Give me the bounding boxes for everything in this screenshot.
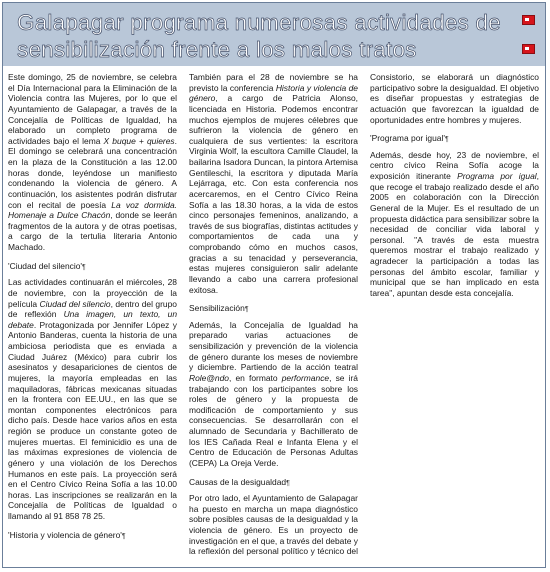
italic-title: La voz dormida. Homenaje a Dulce Chacón — [8, 199, 177, 221]
article-body — [8, 72, 539, 560]
italic-title: Programa por igual — [457, 171, 537, 181]
paragraph-text: Además, la Concejalía de Igualdad ha preparado varias actuaciones de sensibilización y prevención de la violencia de género durante los meses de noviembre y diciembre. Partiendo de la acción teatral — [189, 319, 358, 373]
italic-title: X buque + quieres — [103, 135, 175, 146]
red-marker-icon — [522, 15, 535, 25]
section-subheading: Causas de la desigualdad ¶ — [189, 477, 358, 490]
paragraph-text: , que recoge el trabajo realizado desde el año 2005 en colaboración con la Dirección General de la Mujer. Es el resultado de un propuesta didáctica para sensibilizar sobre la necesidad de conciliar vida laboral y personal. "A través de esta muestra queremos mostrar el trabajo realizado y agradecer la participación a todas las personas del ámbito escolar, familiar y municipal que se han implicado en esta tarea", apuntan desde esta concejalía. — [370, 171, 539, 298]
paragraph-text: Por otro lado, el Ayuntamiento de Galapagar ha puesto en marcha un mapa diagnóstico sobre posibles causas de la desigualdad y la violencia de género. Es un proyecto de investigación en el que, a través del debate y la reflexión del personal político y técnico del Consistorio, se elaborará un diagnóstico participativo sobre la desigualdad. El objetivo es diseñar propuestas y estrategias de actuación que favorezcan la igualdad de oportunidades entre hombres y mujeres. — [189, 72, 539, 557]
section-subheading: 'Historia y violencia de género' ¶ — [8, 530, 177, 543]
paragraph-text: . El domingo se celebrará una concentración en la plaza de la Constitución a las 12.00 horas donde, leyéndose un manifiesto condenando la violencia de género. A continuación, los asistentes podrán disfrutar con el recital de poesía — [8, 135, 177, 210]
paragraph-text: , en formato — [229, 372, 282, 383]
article-paragraph — [370, 150, 539, 299]
section-subheading: 'Ciudad del silencio' ¶ — [8, 261, 177, 274]
paragraph-text: . Protagonizada por Jennifer López y Antonio Banderas, cuenta la historia de una ambiciosa periodista que es enviada a Ciudad Juárez (México) para cubrir los asesinatos y desapariciones de cientos de mujeres, la mayoría empleadas en las maquiladoras, fábricas mexicanas situadas en la frontera con EE.UU., en las que se montan componentes electrónicos para dicho país. Desde hace varios años en esta región se produce un constante goteo de mujeres muertas. El feminicidio es una de las máximas expresiones de violencia de género y una violación de los Derechos Humanos en este país. La proyección será en el Centro Cívico Reina Sofía a las 10.00 horas. Las inscripciones se realizarán en la Concejalía de Políticas de Igualdad o llamando al 91 858 78 25. — [8, 319, 177, 521]
headline-banner — [3, 3, 545, 66]
paragraph-text: , se irá trabajando con los participantes sobre los roles de género y la propuesta de modificación de comportamiento y sus consecuencias. Se desarrollarán con el alumnado de Secundaria y Bachillerato de los IES Cañada Real e Infanta Elena y el Centro de Educación de Personas Adultas (CEPA) La Oreja Verde. — [189, 372, 358, 468]
article-paragraph — [189, 320, 358, 469]
italic-title: Ciudad del silencio — [39, 298, 111, 309]
italic-title: Una imagen, un texto, un debate — [8, 309, 178, 330]
red-marker-icon — [522, 44, 535, 54]
paragraph-text: Además, desde hoy, 23 de noviembre, el centro cívico Reina Sofía acoge la exposición itinerante — [370, 149, 539, 181]
section-subheading: Sensibilización ¶ — [189, 303, 358, 316]
italic-title: Historia y violencia de género — [189, 82, 358, 104]
article-paragraph — [8, 72, 177, 253]
paragraph-text: Las actividades continuarán el miércoles, 28 de noviembre, con la proyección de la película — [8, 277, 177, 309]
article-paragraph — [189, 72, 358, 295]
paragraph-text: , a cargo de Patricia Alonso, licenciada en Historia. Podemos encontrar muchos ejemplos de mujeres célebres que sufrieron la violencia de género en cualquiera de sus vertientes: la escritora Virginia Wolf, la escultora Camille Claudel, la bailarina Isadora Duncan, la pintora Artemisa Gentileschi, la escritora y diputada María Lejárraga, etc. Con esta conferencia nos acercaremos, en el Centro Cívico Reina Sofía a las 18.30 horas, a la vida de estos cinco personajes femeninos, analizando, a través de sus biografías, distintas actitudes y comportamientos de cada una y comprobando cómo en muchos casos, gracias a su tenacidad y perseverancia, estas mujeres consiguieron salir adelante llevando a cabo una carrera profesional exitosa. — [189, 93, 358, 295]
article-headline: Galapagar programa numerosas actividades de sensibilización frente a los malos tratos — [17, 10, 501, 62]
article-paragraph — [8, 277, 177, 521]
section-subheading: 'Programa por igual' ¶ — [370, 133, 539, 146]
paragraph-text: También para el 28 de noviembre se ha previsto la conferencia — [189, 72, 358, 93]
italic-title: Role@ndo — [189, 372, 229, 383]
italic-title: performance — [281, 372, 330, 383]
paragraph-text: Este domingo, 25 de noviembre, se celebra el Día Internacional para la Eliminación de la Violencia contra las Mujeres, por lo que el Ayuntamiento de Galapagar, a través de la Concejalía de Políticas de Igualdad, ha elaborado un completo programa de actividades bajo el lema — [8, 72, 177, 146]
paragraph-text: , donde se leerán fragmentos de la autora y de otras poetisas, a cargo de la tertulia literaria Antonio Machado. — [8, 210, 177, 252]
paragraph-text: , dentro del grupo de reflexión — [8, 298, 177, 320]
